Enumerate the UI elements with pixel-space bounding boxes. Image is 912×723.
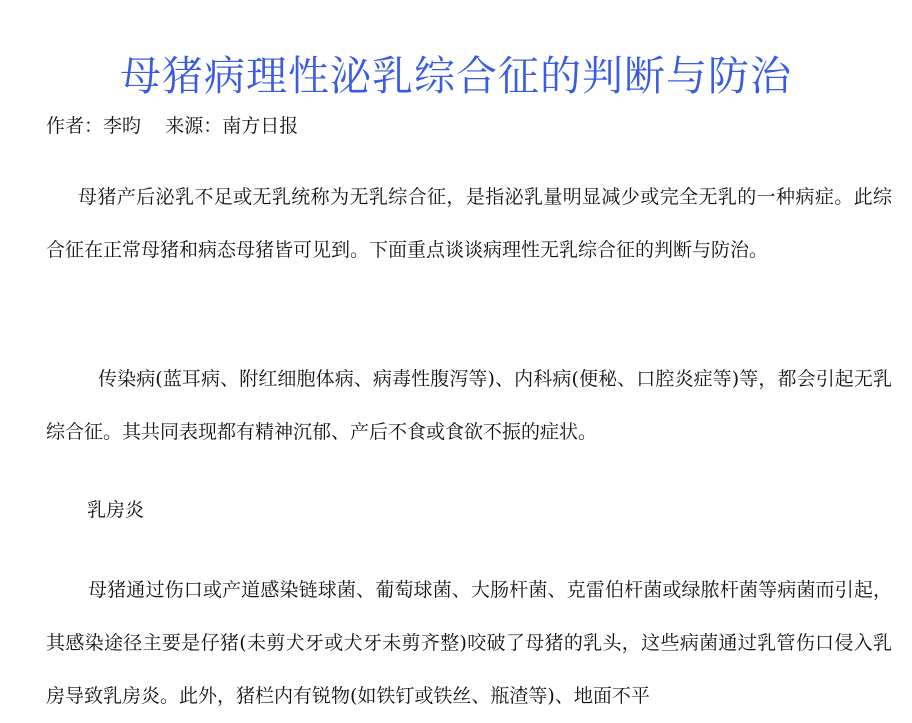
author-name: 李昀 — [103, 115, 142, 137]
section-heading-mastitis: 乳房炎 — [87, 499, 145, 521]
author-label: 作者： — [46, 115, 104, 137]
mastitis-paragraph: 母猪通过伤口或产道感染链球菌、葡萄球菌、大肠杆菌、克雷伯杆菌或绿脓杆菌等病菌而引起，其感染途径主要是仔猪(未剪犬牙或犬牙未剪齐整)咬破了母猪的乳头，这些病菌通过乳管伤口侵入乳房导致乳房炎。此外，猪栏内有锐物(如铁钉或铁丝、瓶渣等)、地面不平 — [46, 579, 892, 707]
intro-paragraph: 母猪产后泌乳不足或无乳统称为无乳综合征，是指泌乳量明显减少或完全无乳的一种病症。此综合征在正常母猪和病态母猪皆可见到。下面重点谈谈病理性无乳综合征的判断与防治。 — [46, 186, 892, 261]
source-label: 来源： — [165, 115, 223, 137]
article-byline — [46, 112, 298, 140]
source-name: 南方日报 — [222, 115, 299, 137]
causes-paragraph: 传染病(蓝耳病、附红细胞体病、病毒性腹泻等)、内科病(便秘、口腔炎症等)等，都会引起无乳综合征。其共同表现都有精神沉郁、产后不食或食欲不振的症状。 — [46, 368, 892, 443]
article-title: 母猪病理性泌乳综合征的判断与防治 — [120, 52, 792, 100]
